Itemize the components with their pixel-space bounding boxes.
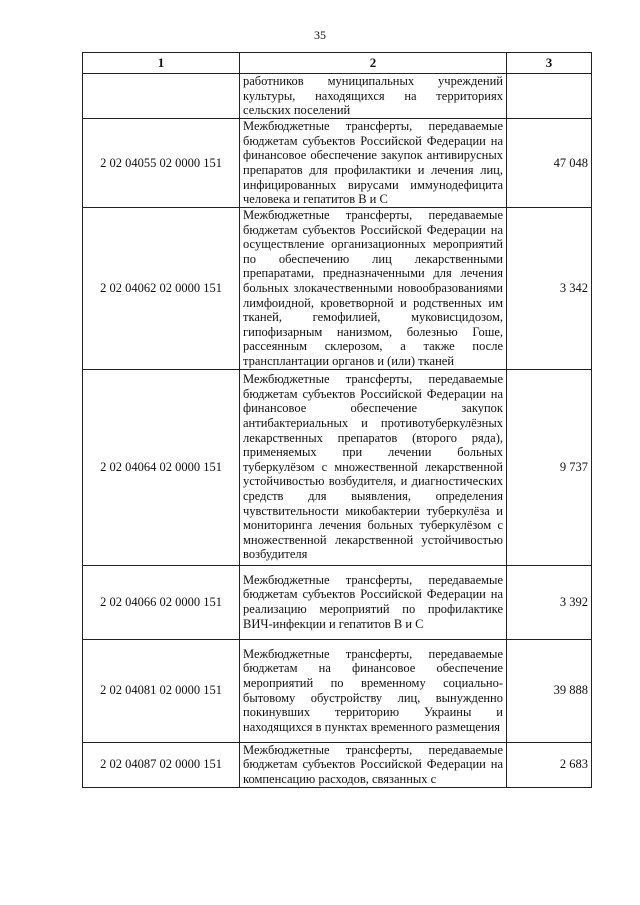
row-amount xyxy=(507,74,592,119)
row-code: 2 02 04055 02 0000 151 xyxy=(83,119,240,208)
row-code: 2 02 04062 02 0000 151 xyxy=(83,208,240,370)
row-amount: 47 048 xyxy=(507,119,592,208)
row-amount: 39 888 xyxy=(507,639,592,742)
table-row xyxy=(83,119,592,208)
column-header-2: 2 xyxy=(240,53,507,74)
table-row xyxy=(83,639,592,742)
row-code: 2 02 04087 02 0000 151 xyxy=(83,742,240,787)
row-amount: 9 737 xyxy=(507,369,592,565)
table-row xyxy=(83,742,592,787)
column-header-1: 1 xyxy=(83,53,240,74)
row-description: Межбюджетные трансферты, передаваемые бюджетам субъектов Российской Федерации на финансовое обеспечение закупок антивирусных препаратов для профилактики и лечения лиц, инфицированных вирусами иммунодефицита человека и гепатитов В и С xyxy=(240,119,507,208)
table-row xyxy=(83,74,592,119)
table-row xyxy=(83,565,592,639)
page-number: 35 xyxy=(314,28,326,42)
row-description: Межбюджетные трансферты, передаваемые бюджетам субъектов Российской Федерации на осуществление организационных мероприятий по обеспечению лиц лекарственными препаратами, предназначенными для лечения больных злокачественными новообразованиями лимфоидной, кроветворной и родственных им тканей, гемофилией, муковисцидозом, гипофизарным нанизмом, болезнью Гоше, рассеянным склерозом, а также после трансплантации органов и (или) тканей xyxy=(240,208,507,370)
row-code: 2 02 04066 02 0000 151 xyxy=(83,565,240,639)
table-row xyxy=(83,369,592,565)
row-amount: 3 392 xyxy=(507,565,592,639)
row-amount: 3 342 xyxy=(507,208,592,370)
row-description: Межбюджетные трансферты, передаваемые бюджетам на финансовое обеспечение мероприятий по временному социально-бытовому обустройству лиц, вынужденно покинувших территорию Украины и находящихся в пунктах временного размещения xyxy=(240,639,507,742)
table-row xyxy=(83,208,592,370)
row-description: Межбюджетные трансферты, передаваемые бюджетам субъектов Российской Федерации на финансовое обеспечение закупок антибактериальных и противотуберкулёзных лекарственных препаратов (второго ряда), применяемых при лечении больных туберкулёзом с множественной лекарственной устойчивостью возбудителя, и диагностических средств для выявления, определения чувствительности микобактерии туберкулёза и мониторинга лечения больных туберкулёзом с множественной лекарственной устойчивостью возбудителя xyxy=(240,369,507,565)
row-amount: 2 683 xyxy=(507,742,592,787)
budget-table xyxy=(82,52,592,788)
row-description: работников муниципальных учреждений культуры, находящихся на территориях сельских поселений xyxy=(240,74,507,119)
table-header-row xyxy=(83,53,592,74)
column-header-3: 3 xyxy=(507,53,592,74)
row-description: Межбюджетные трансферты, передаваемые бюджетам субъектов Российской Федерации на компенсацию расходов, связанных с xyxy=(240,742,507,787)
row-code: 2 02 04064 02 0000 151 xyxy=(83,369,240,565)
row-code: 2 02 04081 02 0000 151 xyxy=(83,639,240,742)
row-description: Межбюджетные трансферты, передаваемые бюджетам субъектов Российской Федерации на реализацию мероприятий по профилактике ВИЧ-инфекции и гепатитов В и С xyxy=(240,565,507,639)
row-code xyxy=(83,74,240,119)
